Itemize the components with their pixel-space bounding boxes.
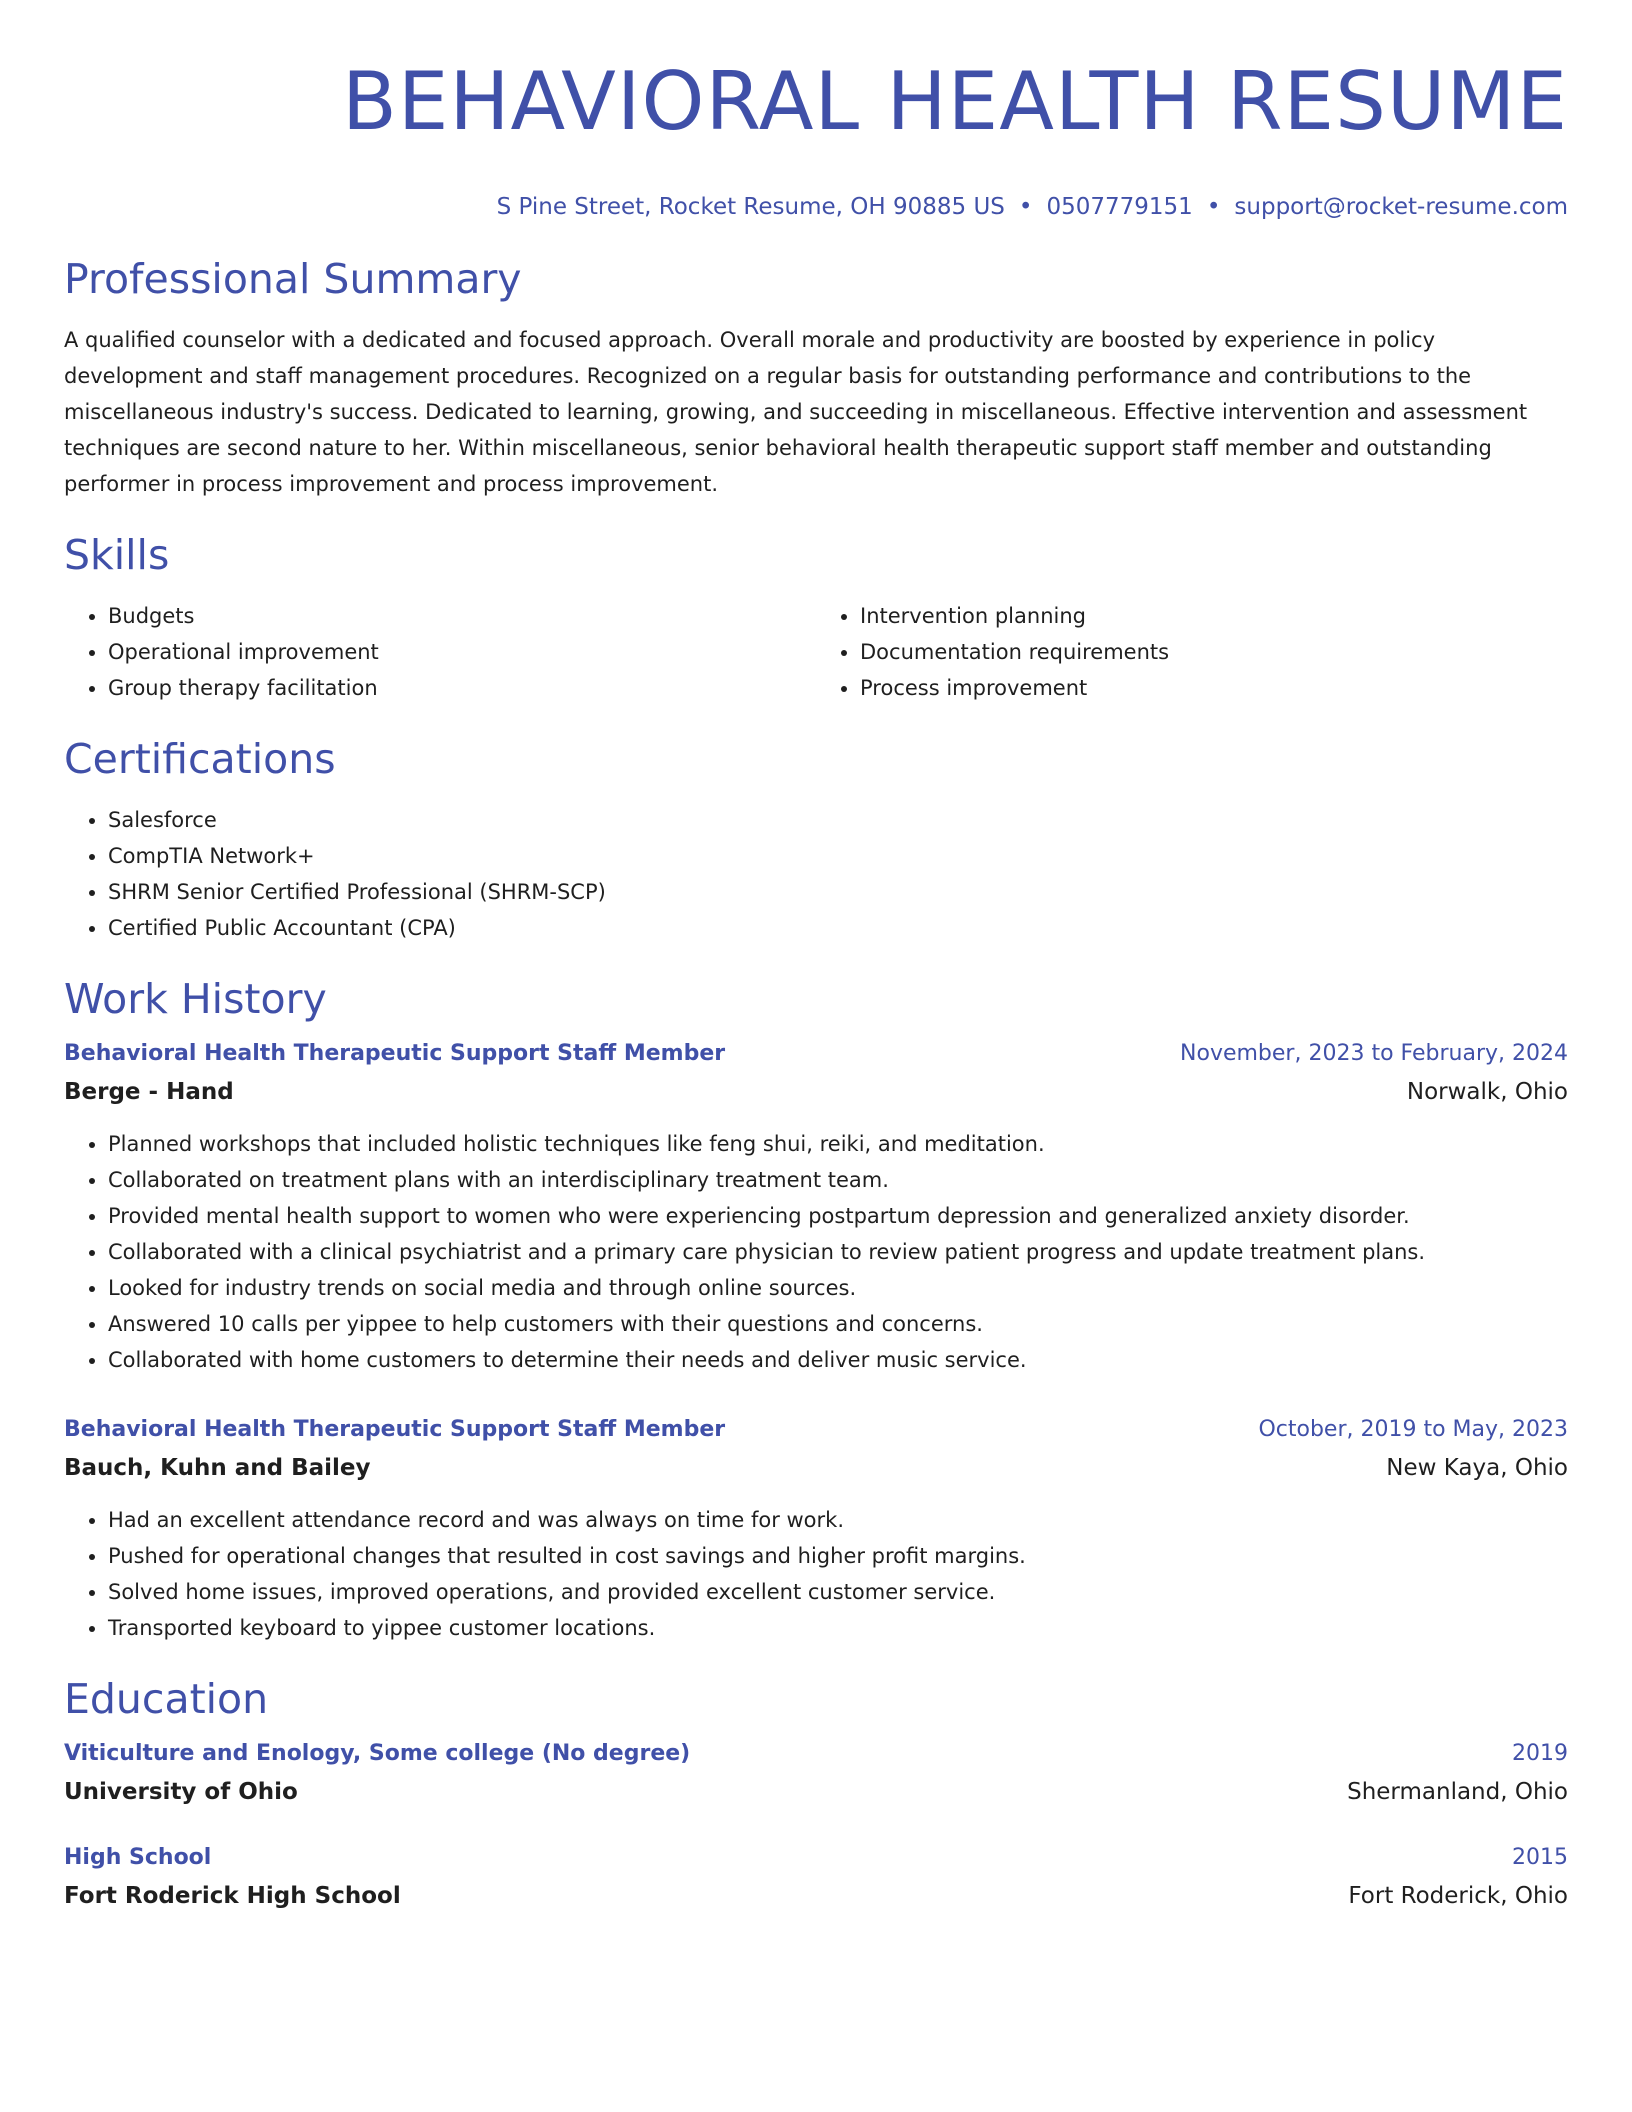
work-history-section: [64, 974, 1568, 1646]
education-degree: Viticulture and Enology, Some college (No degree): [64, 1741, 691, 1766]
education-header: [64, 1736, 1568, 1772]
job-entry: [64, 1412, 1568, 1646]
job-bullet: • Solved home issues, improved operations, and provided excellent customer service.: [108, 1574, 1568, 1610]
contact-separator: •: [1018, 194, 1033, 220]
education-degree: High School: [64, 1845, 212, 1870]
certification-item: • CompTIA Network+: [108, 838, 1568, 874]
job-bullet: • Looked for industry trends on social media and through online sources.: [108, 1270, 1568, 1306]
resume-header: [64, 52, 1568, 222]
education-entry: [64, 1840, 1568, 1916]
work-history-heading: Work History: [64, 975, 327, 1023]
skills-right-list: [816, 598, 1568, 706]
skill-item: • Process improvement: [860, 670, 1568, 706]
education-school: University of Ohio: [64, 1779, 298, 1805]
education-year: 2015: [1512, 1845, 1568, 1870]
skills-heading: Skills: [64, 531, 170, 579]
education-section: [64, 1674, 1568, 1916]
job-subheader: [64, 1072, 1568, 1112]
contact-separator: •: [1206, 194, 1221, 220]
skill-item: • Documentation requirements: [860, 634, 1568, 670]
job-dates: October, 2019 to May, 2023: [1258, 1417, 1568, 1442]
job-company: Berge - Hand: [64, 1079, 234, 1105]
job-bullet: • Transported keyboard to yippee customer locations.: [108, 1610, 1568, 1646]
job-bullet: • Had an excellent attendance record and was always on time for work.: [108, 1502, 1568, 1538]
skill-item: • Group therapy facilitation: [108, 670, 816, 706]
skill-item: • Operational improvement: [108, 634, 816, 670]
job-header: [64, 1036, 1568, 1072]
education-location: Fort Roderick, Ohio: [1348, 1883, 1568, 1909]
certification-item: • Certified Public Accountant (CPA): [108, 910, 1568, 946]
job-bullet: • Collaborated with a clinical psychiatrist and a primary care physician to review patient progress and update treatment plans.: [108, 1234, 1568, 1270]
education-subheader: [64, 1876, 1568, 1916]
certification-item: • SHRM Senior Certified Professional (SHRM-SCP): [108, 874, 1568, 910]
job-bullet: • Pushed for operational changes that resulted in cost savings and higher profit margins.: [108, 1538, 1568, 1574]
job-company: Bauch, Kuhn and Bailey: [64, 1455, 371, 1481]
certification-item: • Salesforce: [108, 802, 1568, 838]
skills-section: [64, 530, 1568, 706]
education-heading: Education: [64, 1675, 269, 1723]
summary-text: A qualified counselor with a dedicated and focused approach. Overall morale and productivity are boosted by experience in policy development and staff management procedures. Recognized on a regular basis for outstanding performance and contributions to the miscellaneous industry's success. Dedicated to learning, growing, and succeeding in miscellaneous. Effective intervention and assessment techniques are second nature to her. Within miscellaneous, senior behavioral health therapeutic support staff member and outstanding performer in process improvement and process improvement.: [64, 328, 1528, 496]
job-location: New Kaya, Ohio: [1386, 1455, 1568, 1481]
summary-heading: Professional Summary: [64, 255, 522, 303]
job-bullet: • Provided mental health support to women who were experiencing postpartum depression and generalized anxiety disorder.: [108, 1198, 1568, 1234]
education-header: [64, 1840, 1568, 1876]
skill-item: • Intervention planning: [860, 598, 1568, 634]
contact-address: S Pine Street, Rocket Resume, OH 90885 US: [496, 194, 1005, 220]
job-dates: November, 2023 to February, 2024: [1180, 1041, 1568, 1066]
job-bullet: • Collaborated with home customers to determine their needs and deliver music service.: [108, 1342, 1568, 1378]
certifications-heading: Certifications: [64, 735, 336, 783]
job-bullet: • Planned workshops that included holistic techniques like feng shui, reiki, and meditation.: [108, 1126, 1568, 1162]
job-bullet: • Answered 10 calls per yippee to help customers with their questions and concerns.: [108, 1306, 1568, 1342]
contact-phone: 0507779151: [1046, 194, 1193, 220]
job-subheader: [64, 1448, 1568, 1488]
education-entry: [64, 1736, 1568, 1812]
skill-item: • Budgets: [108, 598, 816, 634]
education-subheader: [64, 1772, 1568, 1812]
certifications-section: [64, 734, 1568, 946]
job-bullets: [64, 1126, 1568, 1378]
skills-columns: [64, 598, 1568, 706]
job-header: [64, 1412, 1568, 1448]
contact-line: [64, 192, 1568, 222]
education-location: Shermanland, Ohio: [1347, 1779, 1568, 1805]
education-year: 2019: [1512, 1741, 1568, 1766]
job-entry: [64, 1036, 1568, 1378]
contact-email: support@rocket-resume.com: [1234, 194, 1568, 220]
summary-section: [64, 254, 1568, 502]
education-school: Fort Roderick High School: [64, 1883, 401, 1909]
certifications-list: [64, 802, 1568, 946]
job-title: Behavioral Health Therapeutic Support Staff Member: [64, 1041, 726, 1066]
job-bullets: [64, 1502, 1568, 1646]
skills-left-list: [64, 598, 816, 706]
job-location: Norwalk, Ohio: [1406, 1079, 1568, 1105]
resume-title: BEHAVIORAL HEALTH RESUME: [341, 55, 1568, 148]
job-title: Behavioral Health Therapeutic Support Staff Member: [64, 1417, 726, 1442]
job-bullet: • Collaborated on treatment plans with an interdisciplinary treatment team.: [108, 1162, 1568, 1198]
